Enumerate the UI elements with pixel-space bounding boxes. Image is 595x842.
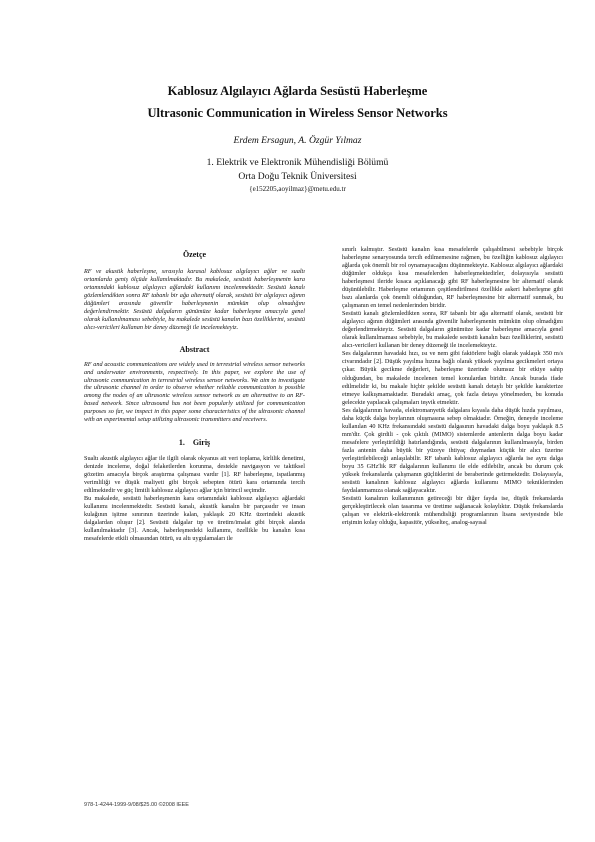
abstract-heading: Abstract: [179, 344, 210, 354]
affiliation-university: Orta Doğu Teknik Üniversitesi: [238, 171, 357, 182]
author-email: {e152205,aoyilmaz}@metu.edu.tr: [249, 185, 346, 193]
paper-title-turkish: Kablosuz Algılayıcı Ağlarda Sesüstü Haberleşme: [167, 84, 428, 98]
introduction-title: Giriş: [192, 438, 211, 448]
author-list: Erdem Ersagun, A. Özgür Yılmaz: [233, 135, 362, 146]
copyright-footer: 978-1-4244-1999-9/08/$25.00 ©2008 IEEE: [84, 802, 189, 808]
affiliation-department: 1. Elektrik ve Elektronik Mühendisliği Bölümü: [206, 157, 389, 168]
ozetce-heading: Özetçe: [182, 250, 207, 259]
ozetce-text: RF ve akustik haberleşme, sırasıyla karasal kablosuz algılayıcı ağlar ve sualtı ortamlarda geniş ölçüde kullanılmaktadır. Bu makalede, sesüstü haberleşmenin kara ortamındaki kablosuz algılayıcı ağlardaki kullanımı incelenmektedir. Sesüstü kanalı gözlemlendikten sonra RF tabanlı bir ağa alternatif olarak, sesüstü bir algılayıcı ağının düğümleri arasında güvenilir haberleşmenin mümkün olup olmadığını değerlendirmektir. Sesüstü dalgaların günümüze kadar haberleşme amacıyla genel olarak kullanılmaması sebebiyle, bu makalede sesüstü kanalın bazı özelliklerini, sesüstü alıcı-vericileri kullanan bir deney düzeneği ile incelemekteyiz.: [84, 268, 305, 331]
intro-paragraph-2: Bu makalede, sesüstü haberleşmenin kara ortamındaki kablosuz algılayıcı ağlardaki kullanımı incelenmektedir. Sesüstü kanalı, akustik kanalın bir parçasıdır ve insan kulağının işitme sınırının üzerinde kalan, yaklaşık 20 KHz üzerindeki akustik dalgalardan oluşur [2]. Sesüstü dalgalar tıp ve üretim/imalat gibi birçok alanda kullanılmaktadır [3]. Ancak, haberleşmedeki kullanımı, özellikle bu kanalın kısa mesafelerde etkili olmasından ötürü, su altı uygulamaları ile: [84, 495, 305, 542]
body-paragraph-5: Sesüstü kanalının kullanımının getireceği bir diğer fayda ise, düşük frekanslarda gerçekleştirilecek olan tasarıma ve üretime sağlanacak kolaylıktır. Düşük frekanslarda çalışan ve elektrik-elektronik mühendisliği programlarının lisans seviyesinde bile erişimin kolay olduğu, kapasitör, yükselteç, analog-sayısal: [342, 494, 563, 527]
left-column: [84, 247, 305, 543]
section-number: 1.: [178, 438, 185, 448]
intro-paragraph-1: Sualtı akustik algılayıcı ağlar ile ilgili olarak okyanus ait veri toplama, kirlilik denetimi, denizde inceleme, doğal felaketlerden korunma, destekle navigasyon ve taktiksel gözetim amacıyla birçok araştırma çalışması vardır [1]. RF haberleşme, ispatlanmış verimliliği ve düşük maliyeti gibi birçok sebepten ötürü kara ortamında tercih edilmektedir ve güç limitli kablosuz algılayıcı ağlar için birincil seçimdir.: [84, 455, 305, 495]
body-paragraph-2: Sesüstü kanalı gözlemledikten sonra, RF tabanlı bir ağa alternatif olarak, sesüstü bir algılayıcı ağının düğümleri arasında güvenilir haberleşmenin mümkün olup olmadığını değerlendirmekteyiz. Sesüstü dalgaların günümüze kadar haberleşme amacıyla genel olarak kullanılmaması sebebiyle, bu makalede sesüstü kanalın bazı özelliklerini, sesüstü alıcı-vericileri kullanan bir deney düzeneği ile incelemekteyiz.: [342, 310, 563, 350]
body-paragraph-1: sınırlı kalmıştır. Sesüstü kanalın kısa mesafelerde çalışabilmesi sebebiyle birçok haberleşme senaryosunda tercih edilmemesine rağmen, bu özelliğin kablosuz algılayıcı ağlarda çok önemli bir rol oynamayacağını düşünmekteyiz. Kablosuz algılayıcı ağlardaki düğümler oldukça kısa mesafelerden haberleşmektedirler, dolayısıyla sesüstü haberleşmesi ileride kısaca açıklanacağı gibi RF haberleşmesine bir alternatif olarak düşünülebilir. Haberleşme ortamının çeşitlendirilmesi özellikle askeri haberleşme gibi bazı alanlarda çok önemli olduğundan, RF haberleşmesine bir alternatif sunmak, bu çalışmanın en temel nedenlerinden biridir.: [342, 246, 563, 310]
introduction-heading: [84, 438, 305, 448]
right-column: [342, 246, 563, 527]
paper-title-english: Ultrasonic Communication in Wireless Sensor Networks: [147, 106, 448, 120]
body-paragraph-4: Ses dalgalarının havada, elektromanyetik dalgalara kıyasla daha düşük hızda yayılması, daha küçük dalga boylarının oluşmasına sebep olmaktadır. Örneğin, deneyde inceleme kullanılan 40 KHz frekansındaki sesüstü dalgasının havadaki dalga boyu yaklaşık 8.5 mm'dir. Çok girdili - çok çıktılı (MIMO) sistemlerde antenlerin dalga boyu kadar mesafelere yerleştirildiği hatırlandığında, sesüstü dalgalarının kullanılmasıyla, birden fazla antenin daha büyük bir yüzeye ihtiyaç duymadan küçük bir alıcı üzerine yerleştirilebileceği anlaşılabilir. RF tabanlı kablosuz algılayıcı ağlarda ise aynı dalga boyu 35 GHz'lik RF dalgalarının kullanımı ile elde edilebilir, ancak bu durum çok yüksek frekanslarda çalışmanın güçlüklerini de beraberinde getirmektedir. Dolayısıyla, sesüstü kanalının kablosuz algılayıcı ağlarda kullanımı MIMO tekniklerinden faydalanmamıza olanak sağlayacaktır.: [342, 406, 563, 494]
abstract-text: RF and acoustic communications are widely used in terrestrial wireless sensor networks and underwater environments, respectively. In this paper, we explore the use of ultrasonic communication in terrestrial wireless sensor networks. We aim to investigate the ultrasonic channel in order to observe whether reliable communication is possible among the nodes of an ultrasonic wireless sensor network as an alternative to an RF-based network. Since ultrasound has not been popularly utilized for communication purposes so far, we inspect in this paper some characteristics of the ultrasonic channel with an experimental setup utilizing ultrasonic transmitters and receivers.: [84, 360, 305, 424]
body-paragraph-3: Ses dalgalarının havadaki hızı, ısı ve nem gibi faktörlere bağlı olarak yaklaşık 350 m/s civarındadır [2]. Düşük yayılma hızına bağlı olarak yüksek yayılma gecikmeleri ortaya çıkar. Büyük gecikme değerleri, haberleşme üzerinde olumsuz bir etkiye sahip olduğundan, bu makalede incelenen temel konulardan biridir. Ancak burada ifade edilmelidir ki, bu makale hiçbir şekilde sesüstü kanalı detaylı bir şekilde karakterize etmeye kalkışmamaktadır. Buradaki amaç, çok fazla detaya yönelmeden, bu konuda gelecekte yapılacak çalışmaları teşvik etmektir.: [342, 350, 563, 406]
